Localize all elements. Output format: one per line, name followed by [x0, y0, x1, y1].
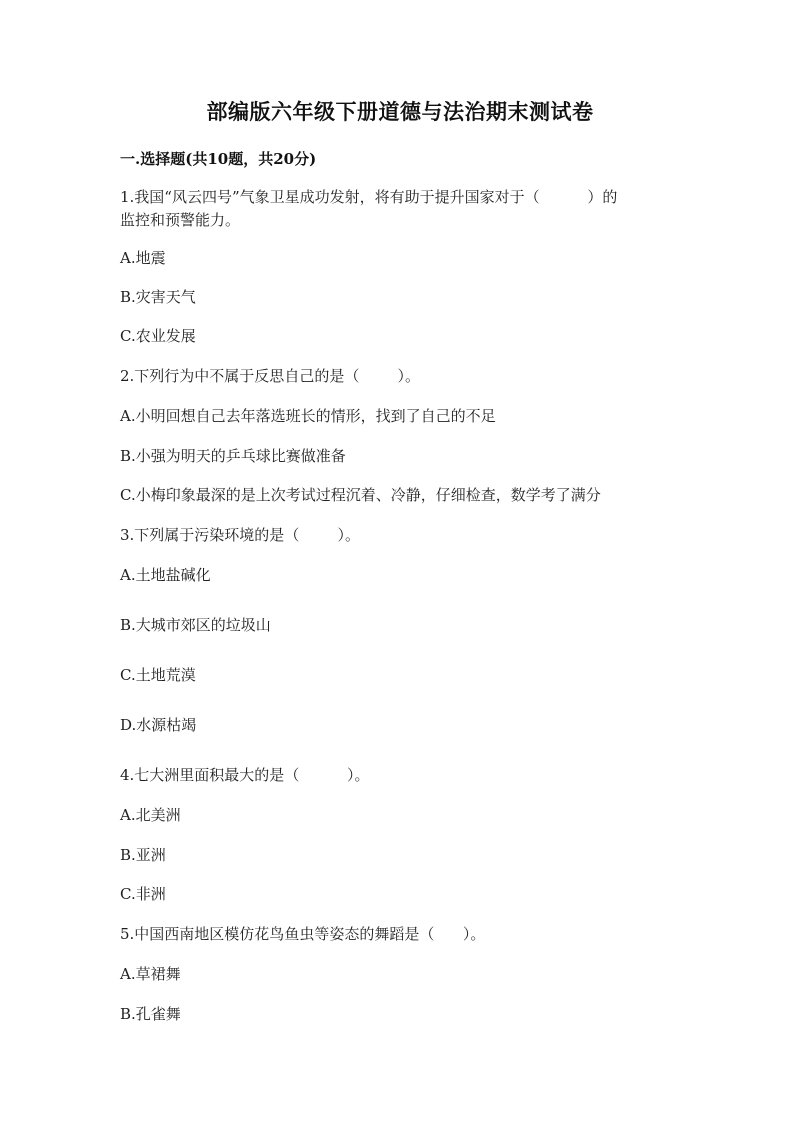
- question-1-option-b: B.灾害天气: [120, 288, 196, 306]
- question-3-option-b: B.大城市郊区的垃圾山: [120, 616, 271, 634]
- question-4-option-b: B.亚洲: [120, 846, 166, 864]
- question-1-line-1: 1.我国“风云四号”气象卫星成功发射，将有助于提升国家对于（ ）的: [120, 188, 618, 206]
- section-heading: 一.选择题(共10题，共20分): [120, 150, 317, 168]
- question-2-option-a: A.小明回想自己去年落选班长的情形，找到了自己的不足: [120, 407, 496, 425]
- question-5-option-a: A.草裙舞: [120, 965, 181, 983]
- question-4-option-a: A.北美洲: [120, 806, 181, 824]
- question-2-option-b: B.小强为明天的乒乓球比赛做准备: [120, 447, 346, 465]
- question-1-line-2: 监控和预警能力。: [120, 211, 241, 229]
- question-4-option-c: C.非洲: [120, 885, 166, 903]
- question-2-option-c: C.小梅印象最深的是上次考试过程沉着、冷静，仔细检查，数学考了满分: [120, 486, 601, 504]
- question-5: 5.中国西南地区模仿花鸟鱼虫等姿态的舞蹈是（ ）。: [120, 925, 486, 943]
- question-5-option-b: B.孔雀舞: [120, 1005, 181, 1023]
- question-3-option-a: A.土地盐碱化: [120, 566, 211, 584]
- question-1-option-a: A.地震: [120, 249, 166, 267]
- question-3-option-c: C.土地荒漠: [120, 666, 196, 684]
- question-3-option-d: D.水源枯竭: [120, 716, 197, 734]
- page-title: 部编版六年级下册道德与法治期末测试卷: [206, 99, 594, 124]
- question-1-option-c: C.农业发展: [120, 327, 196, 345]
- question-2: 2.下列行为中不属于反思自己的是（ ）。: [120, 367, 420, 385]
- question-4: 4.七大洲里面积最大的是（ ）。: [120, 766, 370, 784]
- question-3: 3.下列属于污染环境的是（ ）。: [120, 526, 360, 544]
